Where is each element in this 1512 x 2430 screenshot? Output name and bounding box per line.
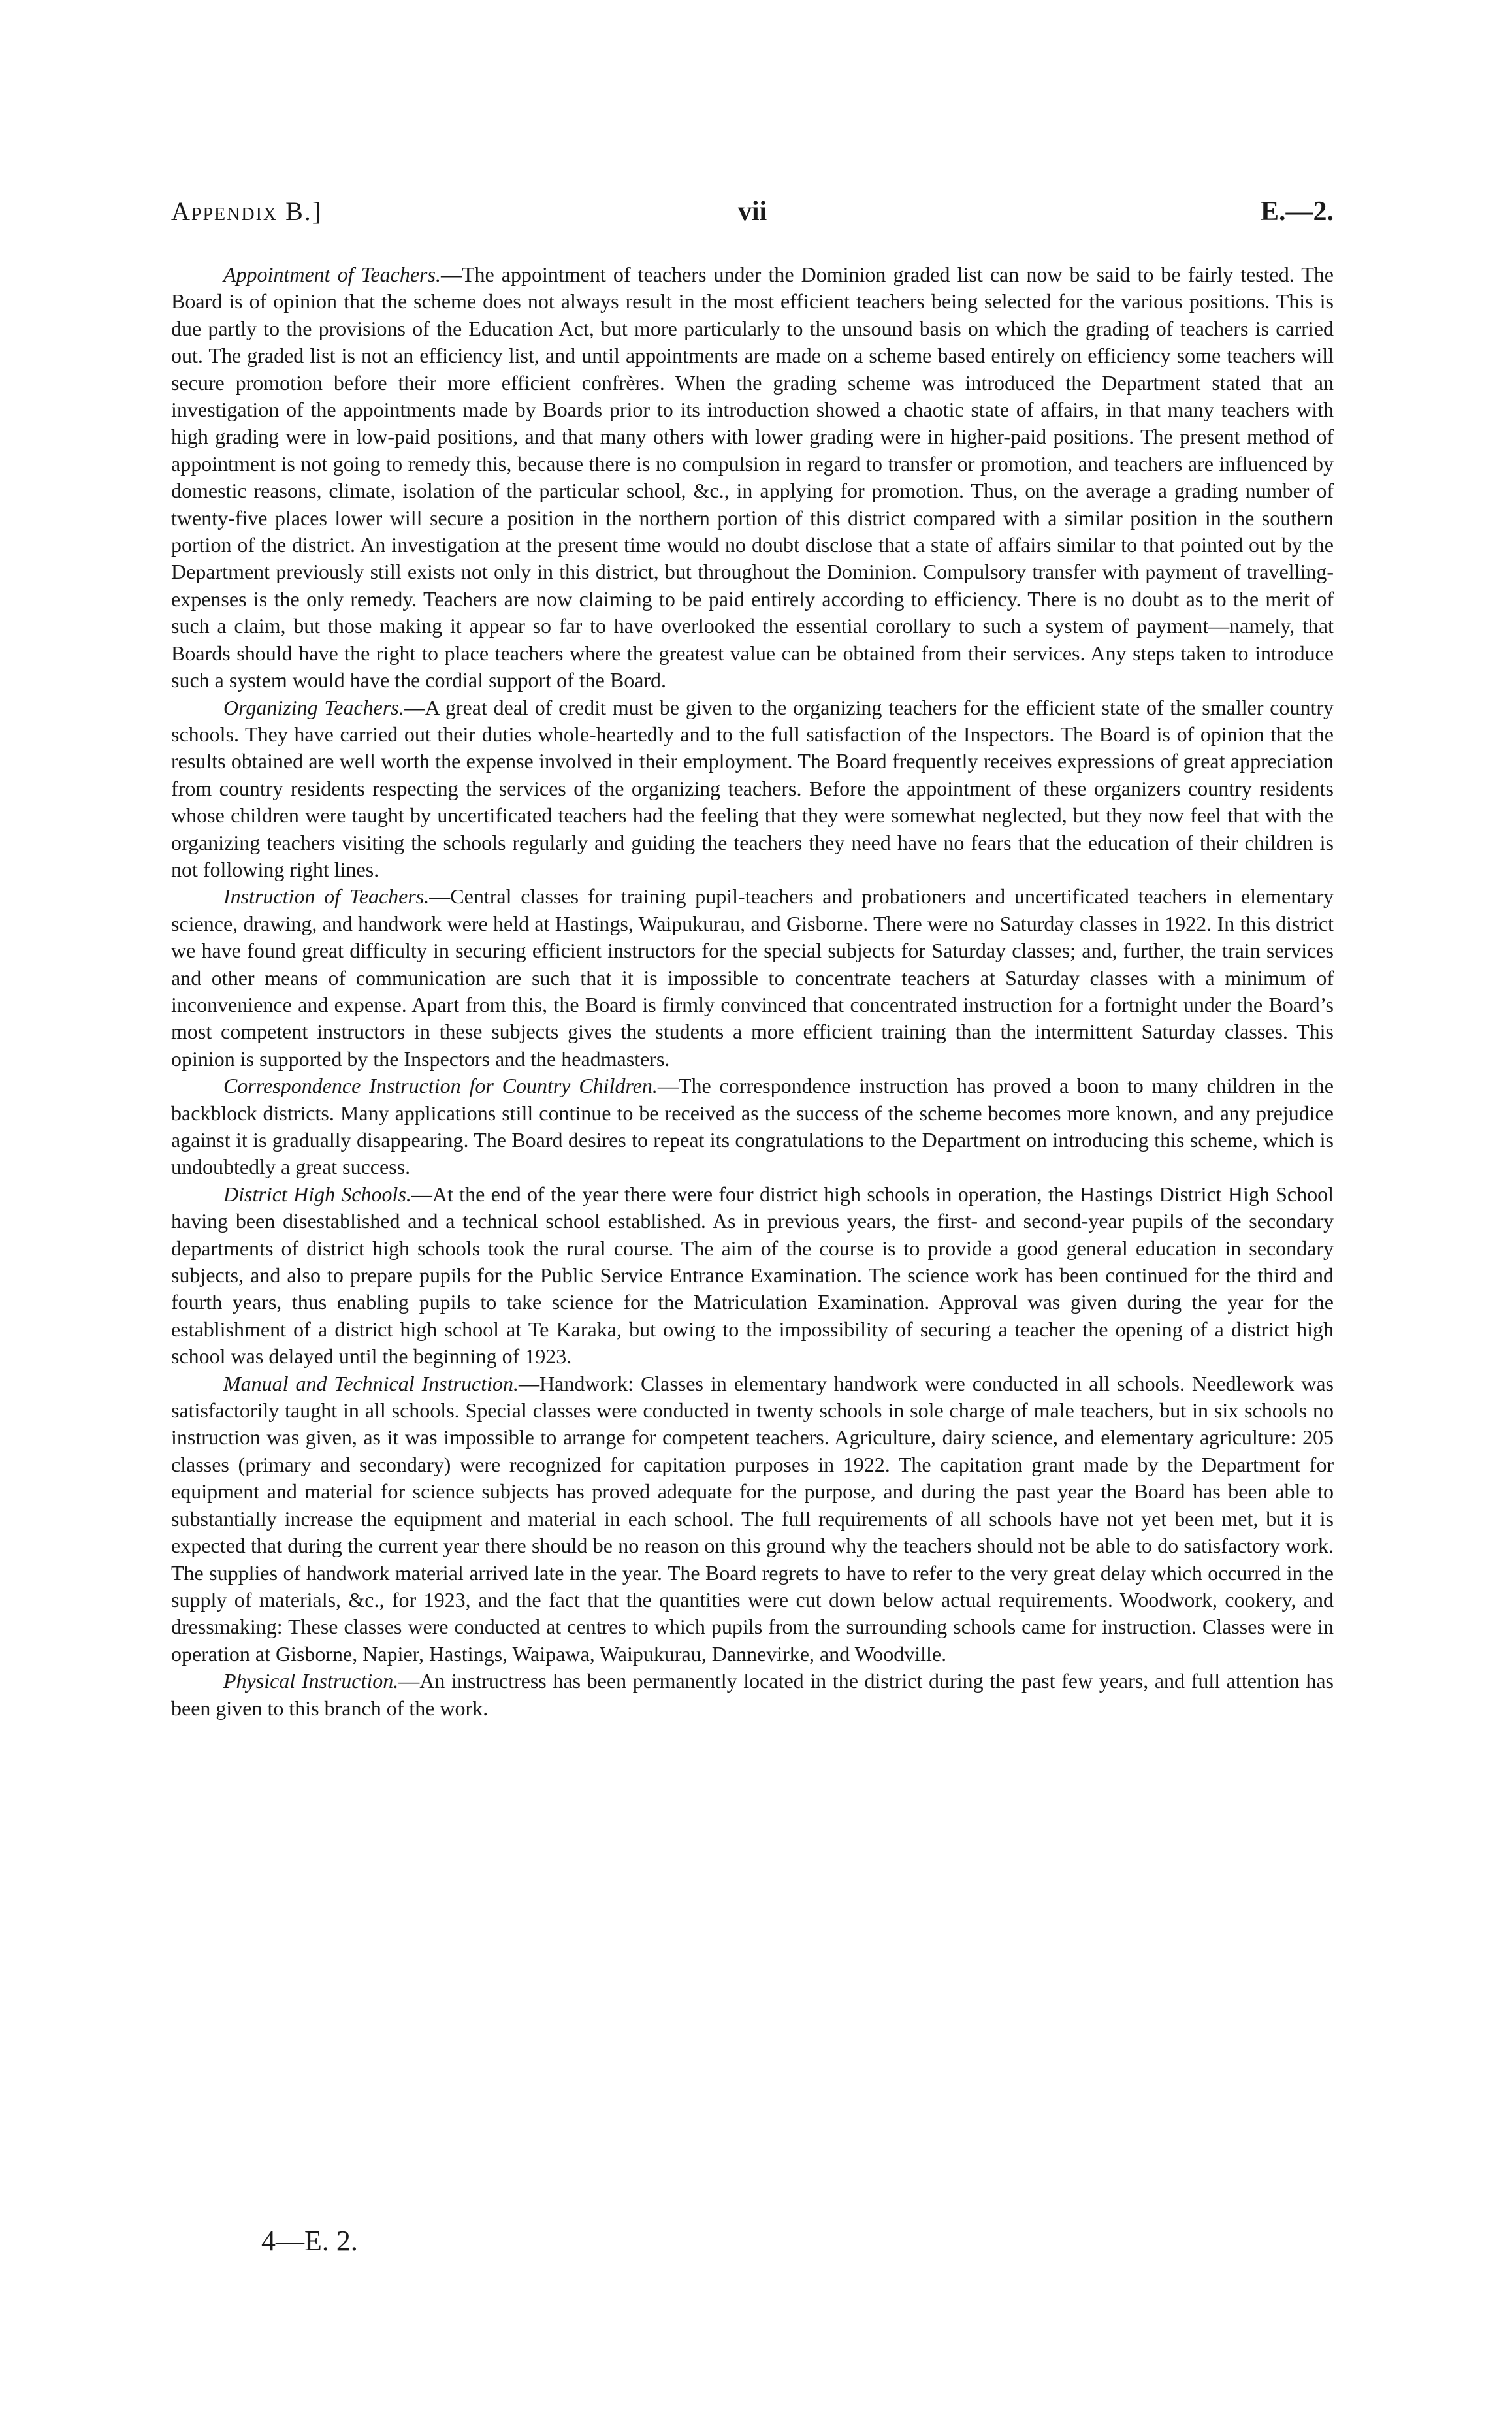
report-body xyxy=(171,261,1334,1722)
paragraph-text: —Handwork: Classes in elementary handwork were conducted in all schools. Needlework was satisfactorily taught in all schools. Special classes were conducted in twenty schools in sole charge of male teachers, but in six schools no instruction was given, as it was impossible to arrange for competent teachers. Agriculture, dairy science, and elementary agriculture: 205 classes (primary and secondary) were recognized for capitation purposes in 1922. The capitation grant made by the Department for equipment and material for science subjects has proved adequate for the purpose, and during the past year the Board has been able to substantially increase the equipment and material in each school. The full requirements of all schools have not yet been met, but it is expected that during the current year there should be no reason on this ground why the teachers should not be able to do satisfactory work. The supplies of handwork material arrived late in the year. The Board regrets to have to refer to the very great delay which occurred in the supply of materials, &c., for 1923, and the fact that the quantities were cut down below actual requirements. Woodwork, cookery, and dressmaking: These classes were conducted at centres to which pupils from the surrounding schools came for instruction. Classes were in operation at Gisborne, Napier, Hastings, Waipawa, Waipukurau, Dannevirke, and Woodville. xyxy=(171,1371,1334,1666)
printer-signature-mark: 4—E. 2. xyxy=(261,2225,358,2257)
paragraph-text: —An instructress has been permanently located in the district during the past few years, and full attention has been given to this branch of the work. xyxy=(171,1669,1334,1720)
paragraph-correspondence-instruction xyxy=(171,1073,1334,1181)
header-page-number: vii xyxy=(737,197,767,227)
paragraph-instruction-of-teachers xyxy=(171,883,1334,1073)
paragraph-heading: District High Schools. xyxy=(223,1182,411,1206)
paragraph-heading: Organizing Teachers. xyxy=(223,695,404,719)
header-document-code: E.—2. xyxy=(1260,197,1334,227)
paragraph-manual-technical-instruction xyxy=(171,1370,1334,1668)
paragraph-appointment-of-teachers xyxy=(171,261,1334,694)
paragraph-heading: Correspondence Instruction for Country Children. xyxy=(223,1074,658,1098)
paragraph-text: —A great deal of credit must be given to the organizing teachers for the efficient state of the smaller country schools. They have carried out their duties whole-heartedly and to the full satisfaction of the Inspectors. The Board is of opinion that the results obtained are well worth the expense involved in their employment. The Board frequently receives expressions of great appreciation from country residents respecting the services of the organizing teachers. Before the appointment of these organizers country residents whose children were taught by uncertificated teachers had the feeling that they were somewhat neglected, but they now feel that with the organizing teachers visiting the schools regularly and guiding the teachers they need have no fears that the education of their children is not following right lines. xyxy=(171,695,1334,881)
paragraph-text: —Central classes for training pupil-teachers and probationers and uncertificated teachers in elementary science, drawing, and handwork were held at Hastings, Waipukurau, and Gisborne. There were no Saturday classes in 1922. In this district we have found great difficulty in securing efficient instructors for the special subjects for Saturday classes; and, further, the train services and other means of communication are such that it is impossible to concentrate teachers at Saturday classes with a minimum of inconvenience and expense. Apart from this, the Board is firmly convinced that concentrated instruction for a fortnight under the Board’s most competent instructors in these subjects gives the students a more efficient training than the intermittent Saturday classes. This opinion is supported by the Inspectors and the headmasters. xyxy=(171,884,1334,1071)
paragraph-physical-instruction xyxy=(171,1668,1334,1722)
header-appendix: Appendix B.] xyxy=(171,197,323,226)
paragraph-district-high-schools xyxy=(171,1181,1334,1370)
paragraph-organizing-teachers xyxy=(171,694,1334,884)
page-header xyxy=(171,196,1334,235)
paragraph-heading: Appointment of Teachers. xyxy=(223,263,441,286)
paragraph-text: —The correspondence instruction has proved a boon to many children in the backblock districts. Many applications still continue to be received as the success of the scheme becomes more known, and any prejudice against it is gradually disappearing. The Board desires to repeat its congratulations to the Department on introducing this scheme, which is undoubtedly a great success. xyxy=(171,1074,1334,1179)
paragraph-text: —At the end of the year there were four district high schools in operation, the Hastings District High School having been disestablished and a technical school established. As in previous years, the first- and second-year pupils of the secondary departments of district high schools took the rural course. The aim of the course is to provide a good general education in secondary subjects, and also to prepare pupils for the Public Service Entrance Examination. The science work has been continued for the third and fourth years, thus enabling pupils to take science for the Matriculation Examination. Approval was given during the year for the establishment of a district high school at Te Karaka, but owing to the impossibility of securing a teacher the opening of a district high school was delayed until the beginning of 1923. xyxy=(171,1182,1334,1369)
paragraph-text: —The appointment of teachers under the Dominion graded list can now be said to be fairly tested. The Board is of opinion that the scheme does not always result in the most efficient teachers being selected for the various positions. This is due partly to the provisions of the Education Act, but more particularly to the unsound basis on which the grading of teachers is carried out. The graded list is not an efficiency list, and until appointments are made on a scheme based entirely on efficiency some teachers will secure promotion before their more efficient confrères. When the grading scheme was introduced the Department stated that an investigation of the appointments made by Boards prior to its introduction showed a chaotic state of affairs, in that many teachers with high grading were in low-paid positions, and that many others with lower grading were in higher-paid positions. The present method of appointment is not going to remedy this, because there is no compulsion in regard to transfer or promotion, and teachers are influenced by domestic reasons, climate, isolation of the particular school, &c., in applying for promotion. Thus, on the average a grading number of twenty-five places lower will secure a position in the northern portion of this district compared with a similar position in the southern portion of the district. An investigation at the present time would no doubt disclose that a state of affairs similar to that pointed out by the Department previously still exists not only in this district, but throughout the Dominion. Compulsory transfer with payment of travelling-expenses is the only remedy. Teachers are now claiming to be paid entirely according to efficiency. There is no doubt as to the merit of such a claim, but those making it appear so far to have overlooked the essential corollary to such a system of payment—namely, that Boards should have the right to place teachers where the greatest value can be obtained from their services. Any steps taken to introduce such a system would have the cordial support of the Board. xyxy=(171,263,1334,692)
paragraph-heading: Instruction of Teachers. xyxy=(223,884,430,909)
paragraph-heading: Manual and Technical Instruction. xyxy=(223,1371,519,1395)
paragraph-heading: Physical Instruction. xyxy=(223,1669,399,1693)
